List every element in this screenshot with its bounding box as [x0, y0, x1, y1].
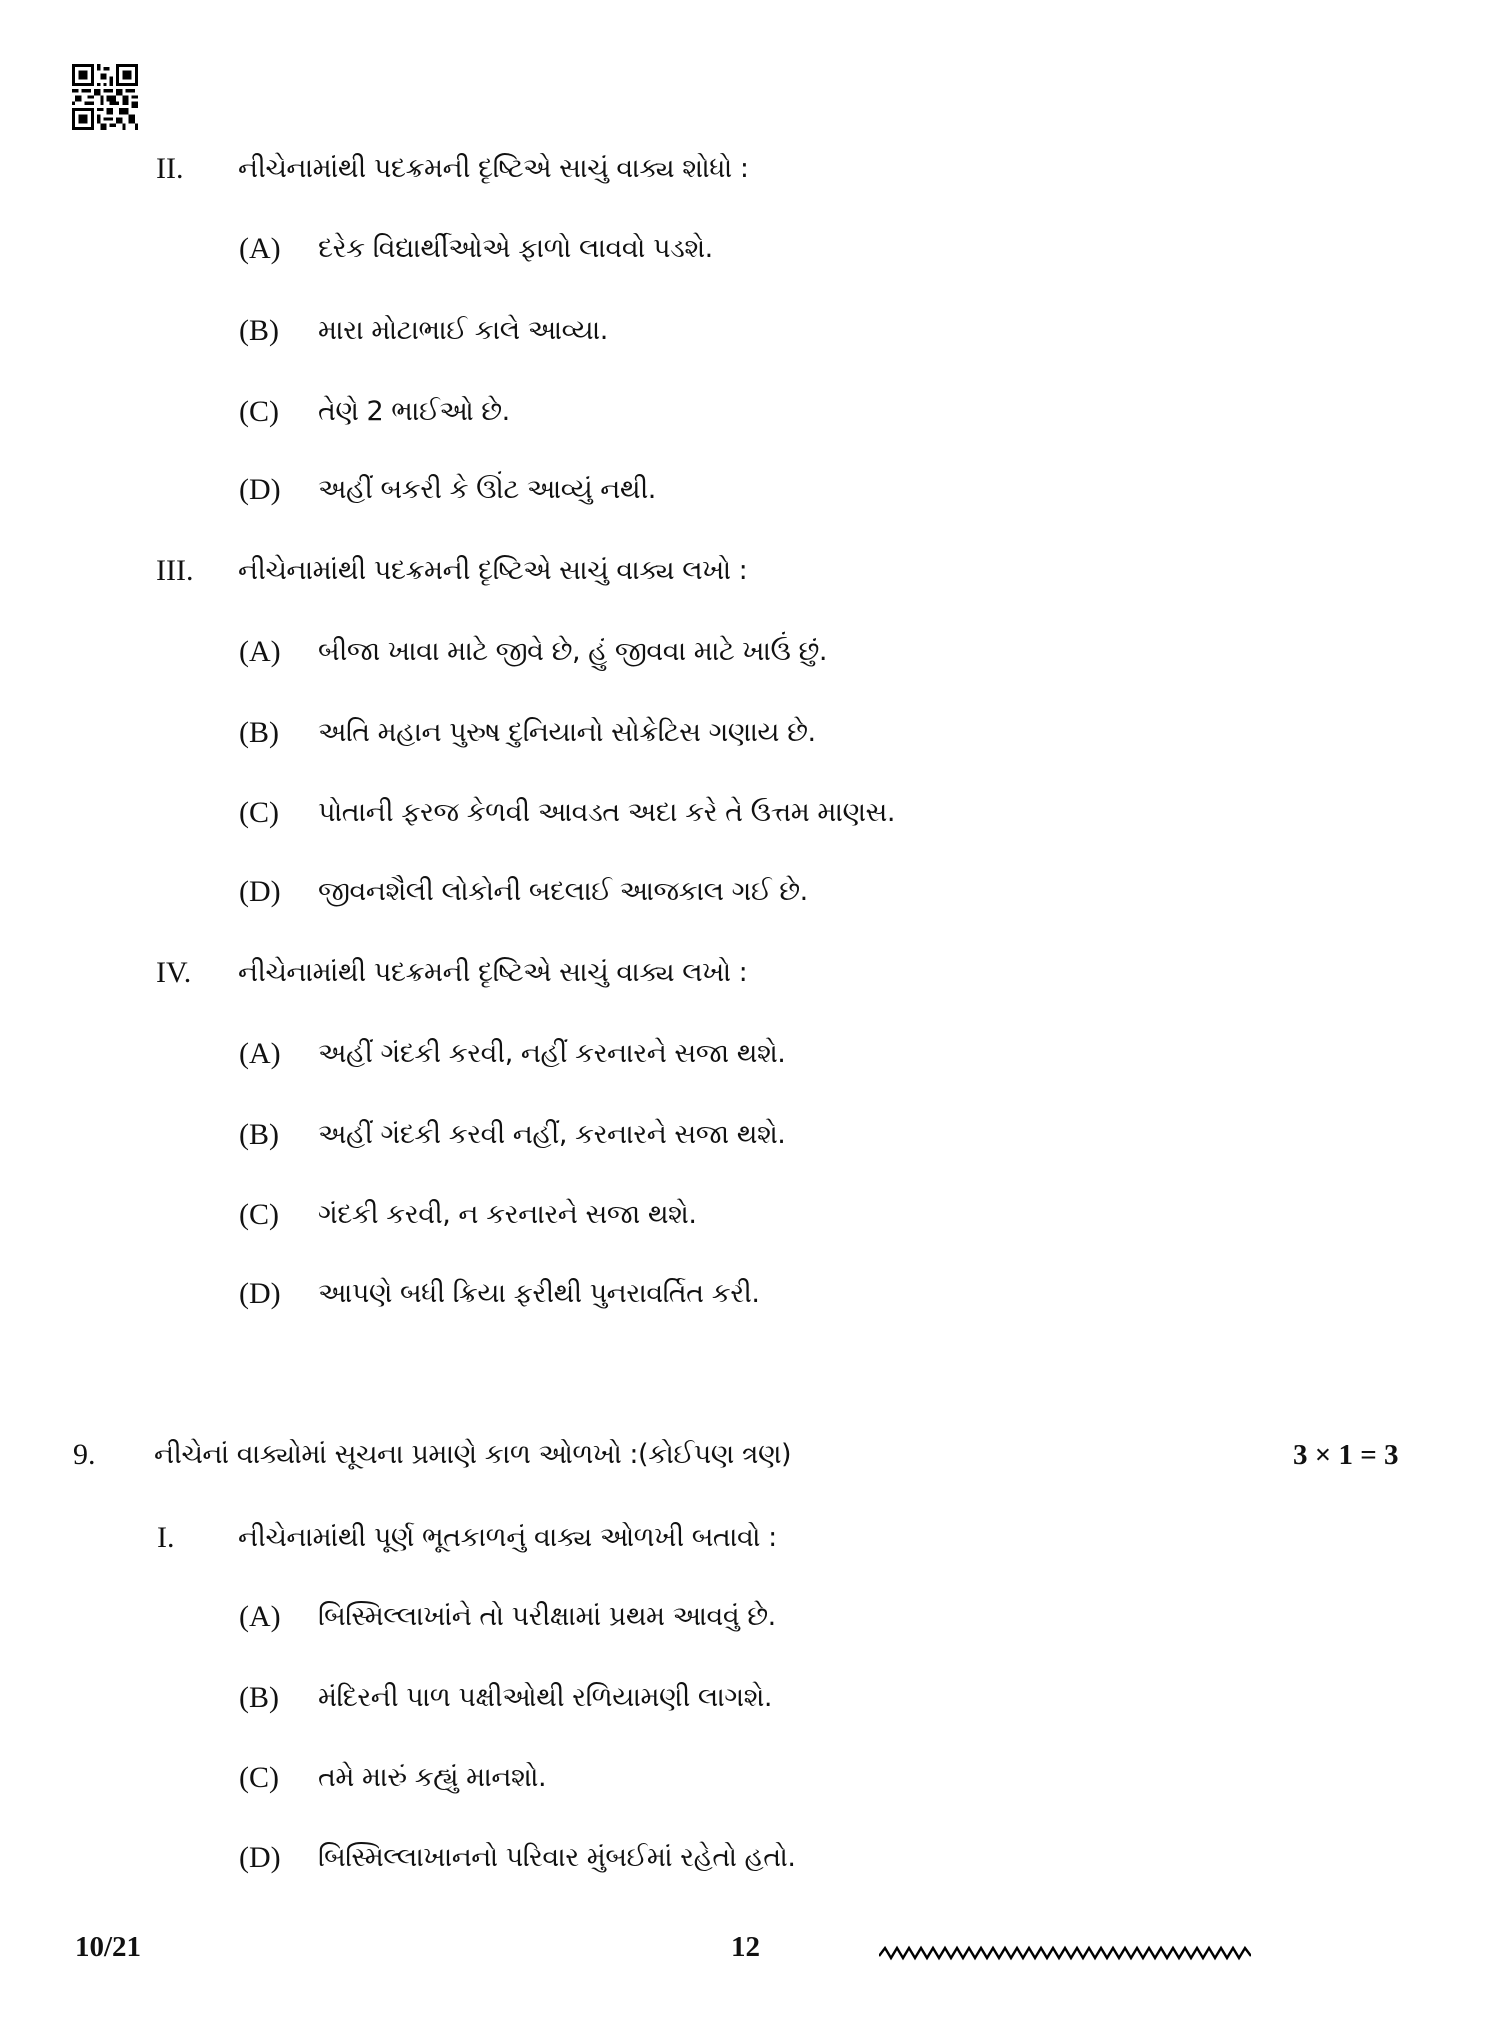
option-text: જીવનશૈલી લોકોની બદલાઈ આજકાલ ગઈ છે. [318, 876, 808, 907]
paper-code: 10/21 [75, 1931, 142, 1963]
option-text: તમે મારું કહ્યું માનશો. [318, 1762, 547, 1793]
option-text: અહીં બકરી કે ઊંટ આવ્યું નથી. [318, 474, 656, 505]
option-text: પોતાની ફરજ કેળવી આવડત અદા કરે તે ઉત્તમ માણસ. [318, 797, 896, 828]
option-text: દરેક વિદ્યાર્થીઓએ ફાળો લાવવો પડશે. [318, 233, 713, 264]
section-prompt: નીચેનામાંથી પદક્રમની દૃષ્ટિએ સાચું વાક્ય લખો : [238, 555, 748, 586]
marks-badge: 3 × 1 = 3 [1293, 1439, 1399, 1471]
section-numeral: IV. [156, 956, 192, 989]
option-label: (A) [239, 1600, 281, 1633]
option-text: અહીં ગંદકી કરવી, નહીં કરનારને સજા થશે. [318, 1038, 786, 1069]
option-text: તેણે 2 ભાઈઓ છે. [318, 396, 510, 427]
section-prompt: નીચેનામાંથી પદક્રમની દૃષ્ટિએ સાચું વાક્ય શોધો : [238, 153, 749, 184]
section-numeral: II. [156, 152, 184, 185]
qr-code-icon [71, 64, 139, 130]
option-label: (B) [239, 314, 279, 347]
option-text: મારા મોટાભાઈ કાલે આવ્યા. [318, 315, 608, 346]
option-label: (B) [239, 1681, 279, 1714]
wavy-line-icon [879, 1942, 1251, 1964]
option-text: અહીં ગંદકી કરવી નહીં, કરનારને સજા થશે. [318, 1119, 786, 1150]
option-label: (C) [239, 1198, 279, 1231]
section-numeral: III. [156, 554, 194, 587]
option-label: (C) [239, 1761, 279, 1794]
option-text: બિસ્મિલ્લાખાનનો પરિવાર મુંબઈમાં રહેતો હતો. [318, 1842, 796, 1873]
option-label: (B) [239, 1118, 279, 1151]
option-label: (D) [239, 1277, 281, 1310]
option-label: (A) [239, 232, 281, 265]
option-text: અતિ મહાન પુરુષ દુનિયાનો સોક્રેટિસ ગણાય છે. [318, 717, 816, 748]
option-label: (C) [239, 395, 279, 428]
option-text: ગંદકી કરવી, ન કરનારને સજા થશે. [318, 1199, 697, 1230]
option-label: (A) [239, 635, 281, 668]
option-label: (B) [239, 716, 279, 749]
option-text: આપણે બધી ક્રિયા ફરીથી પુનરાવર્તિત કરી. [318, 1278, 760, 1309]
option-label: (D) [239, 473, 281, 506]
section-prompt: નીચેનામાંથી પદક્રમની દૃષ્ટિએ સાચું વાક્ય લખો : [238, 957, 748, 988]
option-text: બીજા ખાવા માટે જીવે છે, હું જીવવા માટે ખાઉં છું. [318, 636, 827, 667]
option-label: (D) [239, 1841, 281, 1874]
option-label: (D) [239, 875, 281, 908]
section-numeral: I. [157, 1521, 175, 1554]
section-prompt: નીચેનામાંથી પૂર્ણ ભૂતકાળનું વાક્ય ઓળખી બતાવો : [238, 1522, 777, 1553]
option-label: (C) [239, 796, 279, 829]
option-label: (A) [239, 1037, 281, 1070]
question-text: નીચેનાં વાક્યોમાં સૂચના પ્રમાણે કાળ ઓળખો :(કોઈપણ ત્રણ) [154, 1439, 792, 1470]
page-number: 12 [731, 1931, 760, 1963]
option-text: મંદિરની પાળ પક્ષીઓથી રળિયામણી લાગશે. [318, 1682, 773, 1713]
question-number: 9. [73, 1438, 96, 1471]
option-text: બિસ્મિલ્લાખાંને તો પરીક્ષામાં પ્રથમ આવવું છે. [318, 1601, 776, 1632]
